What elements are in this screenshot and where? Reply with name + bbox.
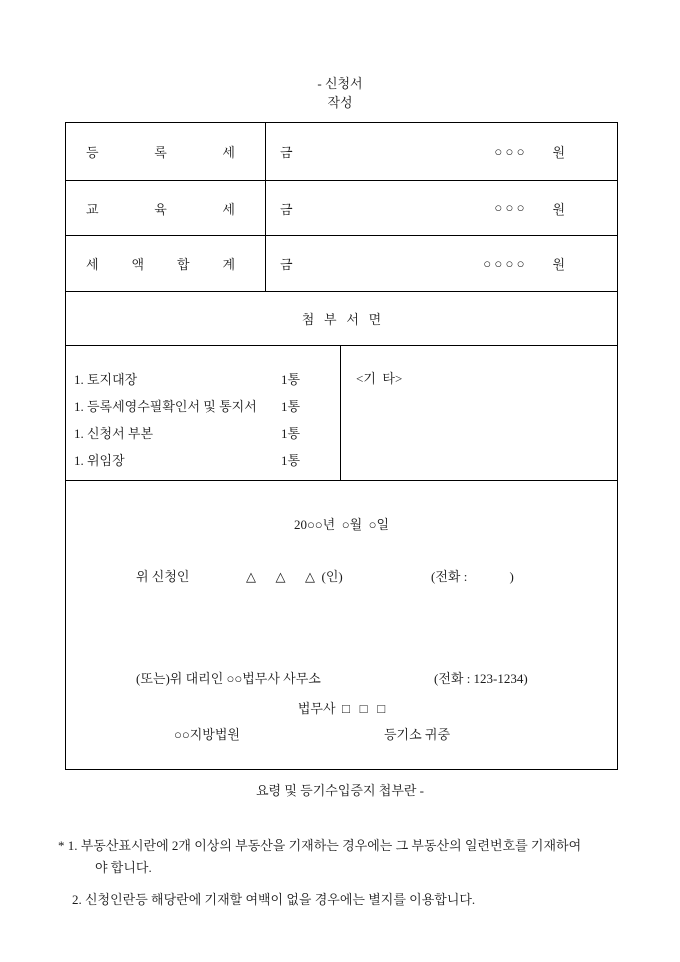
page-title-line-2: 작성: [327, 95, 353, 110]
attachments-row: [66, 346, 617, 481]
attachment-count: 1통: [280, 453, 300, 468]
table-row-tax-total: [66, 236, 617, 292]
amount-unit: 원: [552, 201, 565, 217]
applicant-phone: (전화 : ): [431, 569, 514, 584]
tax-label: 교 육 세: [86, 201, 235, 217]
registry-office: 등기소 귀중: [384, 727, 451, 742]
table-row-education-tax: [66, 181, 617, 236]
signature-date: 20○○년 ○월 ○일: [293, 517, 390, 532]
form-table: [65, 122, 618, 770]
page-title: [0, 74, 680, 112]
list-item: [74, 393, 300, 420]
agent-phone: (전화 : 123-1234): [434, 671, 528, 686]
amount-prefix: 금: [280, 257, 293, 272]
footer-caption: 요령 및 등기수입증지 첩부란 -: [255, 783, 425, 798]
attachment-count: 1통: [280, 426, 300, 441]
tax-amount-cell: [266, 236, 617, 291]
applicant-seals: △ △ △ (인): [246, 569, 343, 584]
note-line-3: 2. 신청인란등 해당란에 기재할 여백이 없을 경우에는 별지를 이용합니다.: [72, 892, 476, 907]
signature-section: [66, 481, 617, 769]
attachment-name: 1. 신청서 부본: [74, 426, 154, 441]
tax-amount-cell: [266, 181, 617, 235]
amount-value: ○ ○ ○: [494, 143, 525, 159]
page-title-line-1: - 신청서: [317, 76, 363, 91]
amount-unit: 원: [552, 257, 565, 272]
agent-name: 법무사 □ □ □: [297, 701, 386, 716]
etc-cell: [341, 346, 617, 480]
tax-label: 세 액 합 계: [86, 257, 235, 272]
amount-prefix: 금: [280, 201, 293, 217]
list-item: [74, 447, 300, 474]
tax-label: 등 록 세: [86, 145, 235, 160]
attachment-name: 1. 등록세영수필확인서 및 통지서: [74, 399, 257, 414]
note-line-2: 야 합니다.: [95, 860, 152, 875]
court-name: ○○지방법원: [174, 727, 240, 742]
tax-label-cell: [66, 123, 266, 180]
tax-amount-cell: [266, 123, 617, 180]
agent-line: (또는)위 대리인 ○○법무사 사무소: [136, 671, 321, 686]
tax-label-cell: [66, 181, 266, 235]
attachment-name: 1. 토지대장: [74, 372, 138, 387]
amount-unit: 원: [552, 145, 565, 160]
attachments-list: [66, 346, 341, 480]
amount-value: ○ ○ ○ ○: [483, 255, 525, 271]
attachment-count: 1통: [280, 399, 300, 414]
list-item: [74, 366, 300, 393]
attachment-name: 1. 위임장: [74, 453, 125, 468]
amount-prefix: 금: [280, 145, 293, 160]
list-item: [74, 420, 300, 447]
attachments-header: 첨 부 서 면: [301, 312, 382, 327]
attachment-count: 1통: [280, 372, 300, 387]
note-line-1: * 1. 부동산표시란에 2개 이상의 부동산을 기재하는 경우에는 그 부동산의 일련번호를 기재하여: [58, 838, 582, 853]
tax-label-cell: [66, 236, 266, 291]
attachments-header-row: [66, 292, 617, 346]
table-row-registration-tax: [66, 123, 617, 181]
applicant-label: 위 신청인: [136, 569, 190, 584]
amount-value: ○ ○ ○: [494, 200, 525, 215]
etc-label: <기 타>: [356, 371, 403, 386]
